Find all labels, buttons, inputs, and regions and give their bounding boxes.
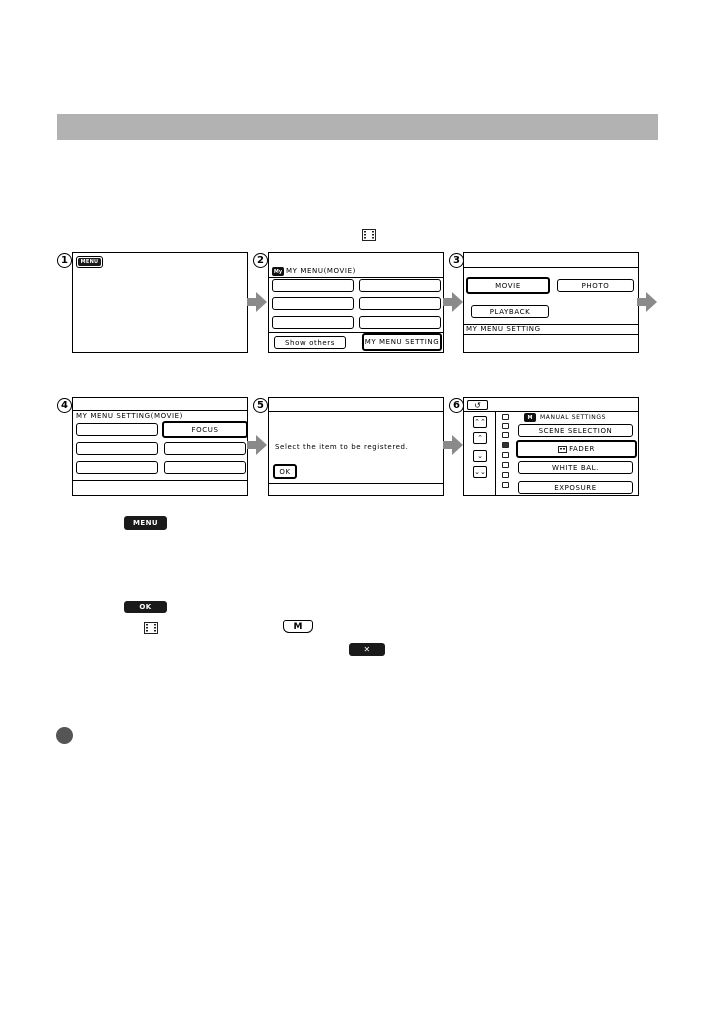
show-others-button[interactable]: Show others bbox=[274, 336, 346, 349]
divider bbox=[464, 267, 638, 268]
my-menu-slot[interactable] bbox=[272, 297, 354, 310]
divider bbox=[269, 411, 443, 412]
category-tab-icon[interactable] bbox=[502, 423, 509, 429]
film-icon bbox=[144, 622, 158, 634]
page-last-button[interactable]: ⌄⌄ bbox=[473, 466, 487, 478]
scene-selection-button[interactable]: SCENE SELECTION bbox=[518, 424, 633, 437]
page-up-button[interactable]: ⌃ bbox=[473, 432, 487, 444]
my-menu-icon: My bbox=[273, 268, 283, 275]
screen-5 bbox=[268, 397, 444, 496]
arrow-right-icon bbox=[646, 292, 657, 312]
menu-icon: MENU bbox=[124, 516, 167, 530]
menu-slot[interactable] bbox=[164, 442, 246, 455]
menu-button[interactable]: MENU bbox=[76, 256, 103, 268]
divider bbox=[464, 411, 638, 412]
screen-6 bbox=[463, 397, 639, 496]
category-tab-icon[interactable] bbox=[502, 432, 509, 438]
screen-1 bbox=[72, 252, 248, 353]
my-menu-slot[interactable] bbox=[359, 297, 441, 310]
category-tab-icon[interactable] bbox=[502, 452, 509, 458]
my-menu-slot[interactable] bbox=[359, 279, 441, 292]
arrow-right-icon bbox=[256, 292, 267, 312]
step-number-3: 3 bbox=[449, 253, 464, 268]
photo-button[interactable]: PHOTO bbox=[557, 279, 634, 292]
my-menu-setting-button[interactable]: MY MENU SETTING bbox=[362, 333, 442, 351]
step-number-5: 5 bbox=[253, 398, 268, 413]
screen-title: MY MENU SETTING(MOVIE) bbox=[76, 412, 183, 420]
my-menu-slot[interactable] bbox=[359, 316, 441, 329]
category-tab-icon[interactable] bbox=[502, 462, 509, 468]
exposure-button[interactable]: EXPOSURE bbox=[518, 481, 633, 494]
divider bbox=[464, 334, 638, 335]
film-icon bbox=[558, 446, 567, 453]
step-number-1: 1 bbox=[57, 253, 72, 268]
white-balance-button[interactable]: WHITE BAL. bbox=[518, 461, 633, 474]
dialog-message: Select the item to be registered. bbox=[275, 443, 409, 451]
manual-mode-icon: M bbox=[283, 620, 313, 633]
my-menu-slot[interactable] bbox=[272, 279, 354, 292]
category-tab-icon[interactable] bbox=[502, 414, 509, 420]
note-icon bbox=[56, 727, 73, 744]
arrow-right-icon bbox=[452, 292, 463, 312]
divider bbox=[73, 480, 247, 481]
playback-button[interactable]: PLAYBACK bbox=[471, 305, 549, 318]
divider bbox=[269, 483, 443, 484]
arrow-right-icon bbox=[256, 435, 267, 455]
film-icon bbox=[362, 229, 376, 241]
menu-slot[interactable] bbox=[164, 461, 246, 474]
divider bbox=[73, 410, 247, 411]
screen-footer: MY MENU SETTING bbox=[466, 325, 541, 333]
ok-icon: OK bbox=[124, 601, 167, 613]
screen-title: MANUAL SETTINGS bbox=[540, 414, 607, 421]
menu-slot[interactable] bbox=[76, 423, 158, 436]
close-icon: ✕ bbox=[349, 643, 385, 656]
divider bbox=[269, 277, 443, 278]
arrow-right-icon bbox=[452, 435, 463, 455]
back-icon[interactable]: ↺ bbox=[467, 400, 488, 410]
focus-button[interactable]: FOCUS bbox=[162, 421, 248, 438]
step-number-4: 4 bbox=[57, 398, 72, 413]
step-number-6: 6 bbox=[449, 398, 464, 413]
movie-button[interactable]: MOVIE bbox=[466, 277, 550, 294]
manual-settings-icon: M bbox=[524, 413, 536, 422]
step-number-2: 2 bbox=[253, 253, 268, 268]
page-down-button[interactable]: ⌄ bbox=[473, 450, 487, 462]
menu-slot[interactable] bbox=[76, 461, 158, 474]
category-tab-icon[interactable] bbox=[502, 442, 509, 448]
screen-4 bbox=[72, 397, 248, 496]
fader-button[interactable]: FADER bbox=[516, 440, 637, 458]
page-first-button[interactable]: ⌃⌃ bbox=[473, 416, 487, 428]
menu-slot[interactable] bbox=[76, 442, 158, 455]
screen-3 bbox=[463, 252, 639, 353]
ok-button[interactable]: OK bbox=[273, 464, 297, 479]
category-tab-icon[interactable] bbox=[502, 482, 509, 488]
category-tab-icon[interactable] bbox=[502, 472, 509, 478]
screen-2 bbox=[268, 252, 444, 353]
my-menu-slot[interactable] bbox=[272, 316, 354, 329]
screen-title: MY MENU(MOVIE) bbox=[286, 267, 356, 275]
section-header-bar bbox=[57, 114, 658, 140]
divider bbox=[495, 412, 496, 495]
